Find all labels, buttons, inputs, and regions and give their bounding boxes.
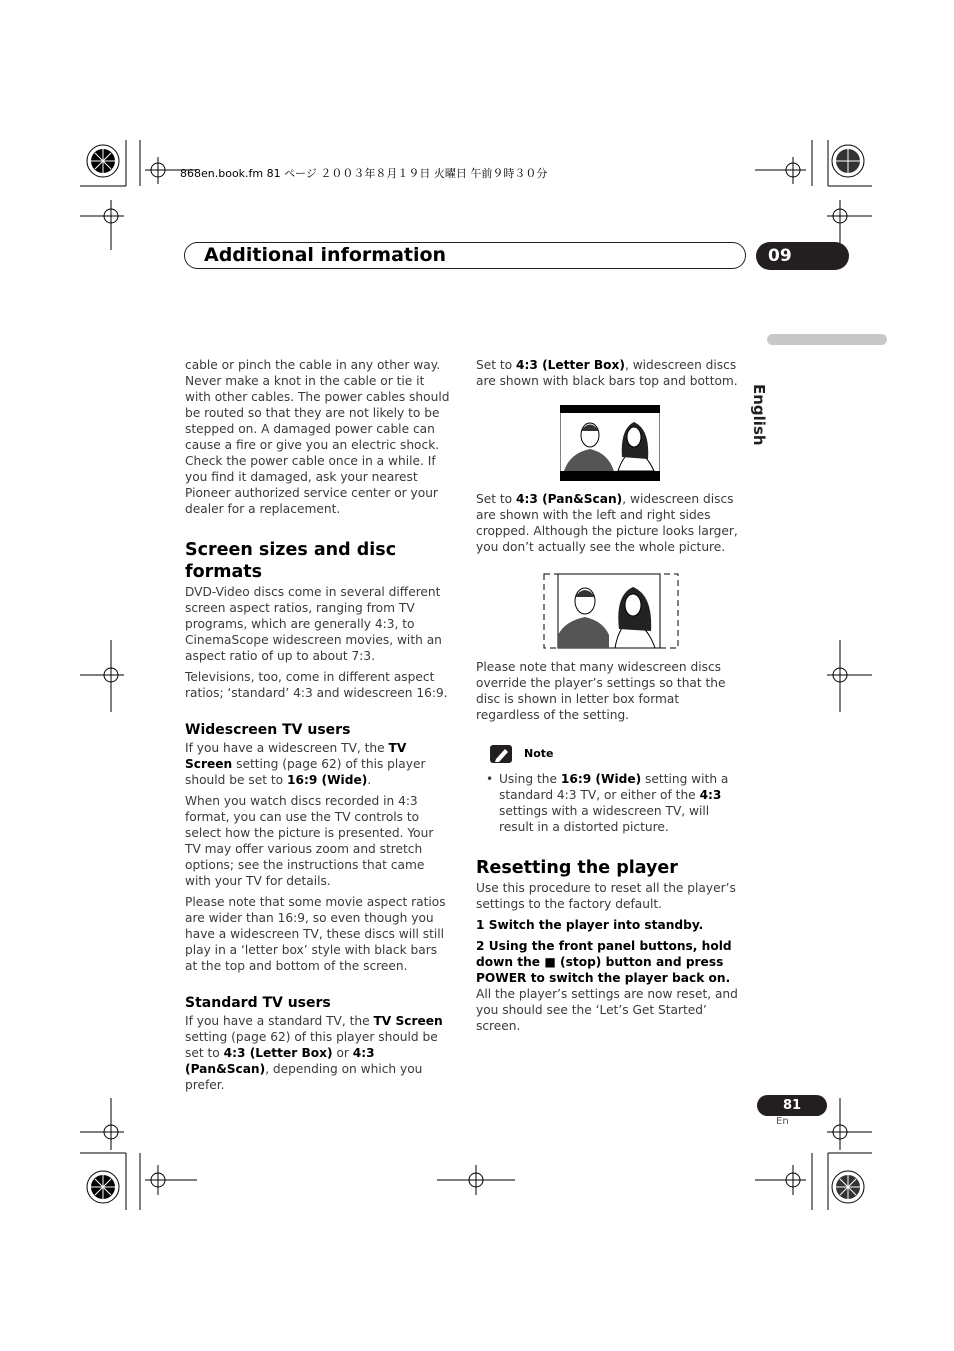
language-tab: English <box>750 384 768 446</box>
intro-paragraph: cable or pinch the cable in any other way. Never make a knot in the cable or tie it with other cables. The power cables should be routed so that they are not likely to be stepped on. A damaged power cable can cause a fire or give you an electric shock. Check the power cable once in a while. If you find it damaged, ask your nearest Pioneer authorized service center or your dealer for a replacement. <box>185 358 450 516</box>
section-heading: Screen sizes and disc formats <box>185 540 397 582</box>
widescreen-paragraph-1: If you have a widescreen TV, the TV Screen setting (page 62) of this player should be set to 16:9 (Wide). <box>185 741 426 787</box>
reset-done-paragraph: All the player’s settings are now reset, and you should see the ‘Let’s Get Started’ screen. <box>476 987 738 1033</box>
standard-paragraph: If you have a standard TV, the TV Screen setting (page 62) of this player should be set to 4:3 (Letter Box) or 4:3 (Pan&Scan), depending on which you prefer. <box>185 1014 443 1092</box>
letterbox-picture <box>560 405 660 481</box>
standard-heading: Standard TV users <box>185 995 331 1011</box>
pencil-icon <box>490 745 512 763</box>
chapter-badge: 09 <box>756 242 849 270</box>
section-paragraph-2: Televisions, too, come in different aspect ratios; ‘standard’ 4:3 and widescreen 16:9. <box>185 670 448 700</box>
reset-step-1: 1 Switch the player into standby. <box>476 918 704 932</box>
reset-paragraph: Use this procedure to reset all the player’s settings to the factory default. <box>476 881 736 911</box>
file-meta: 868en.book.fm 81 ページ ２００３年８月１９日 火曜日 午前９時３０分 <box>180 167 548 180</box>
section-paragraph-1: DVD-Video discs come in several different screen aspect ratios, ranging from TV programs, which are generally 4:3, to CinemaScope widescreen movies, with an aspect ratio of up to about 7:3. <box>185 585 442 663</box>
page-number: 81 <box>757 1095 827 1116</box>
reset-step-2: 2 Using the front panel buttons, hold down the ■ (stop) button and press POWER to switch the player back on. <box>476 939 732 985</box>
widescreen-paragraph-2: When you watch discs recorded in 4:3 format, you can use the TV controls to select how the picture is presented. Your TV may offer various zoom and stretch options; see the instructions that came with your TV for details. <box>185 794 434 888</box>
language-tab-bar <box>767 334 887 345</box>
reset-heading: Resetting the player <box>476 858 678 878</box>
note-header <box>490 745 744 763</box>
pencil-icon-graphic <box>490 745 512 763</box>
override-paragraph: Please note that many widescreen discs override the player’s settings so that the disc is shown in letter box format regardless of the setting. <box>476 660 726 722</box>
letterbox-illustration <box>560 405 744 491</box>
left-column <box>185 357 453 1098</box>
widescreen-heading: Widescreen TV users <box>185 722 351 738</box>
right-column <box>476 357 744 1039</box>
widescreen-paragraph-3: Please note that some movie aspect ratios are wider than 16:9, so even though you have a widescreen TV, these discs will still play in a ‘letter box’ style with black bars at the top and bottom of the screen. <box>185 895 446 973</box>
note-bullet: • Using the 16:9 (Wide) setting with a standard 4:3 TV, or either of the 4:3 settings with a widescreen TV, will result in a distorted picture. <box>476 771 744 835</box>
panscan-paragraph: Set to 4:3 (Pan&Scan), widescreen discs are shown with the left and right sides cropped. Although the picture looks larger, you don’t actually see the whole picture. <box>476 492 738 554</box>
panscan-illustration <box>543 573 744 659</box>
panscan-picture <box>543 573 679 649</box>
letterbox-paragraph: Set to 4:3 (Letter Box), widescreen discs are shown with black bars top and bottom. <box>476 358 738 388</box>
page-title: Additional information <box>204 244 447 266</box>
note-label: Note <box>524 747 554 760</box>
page-language: En <box>776 1116 789 1127</box>
